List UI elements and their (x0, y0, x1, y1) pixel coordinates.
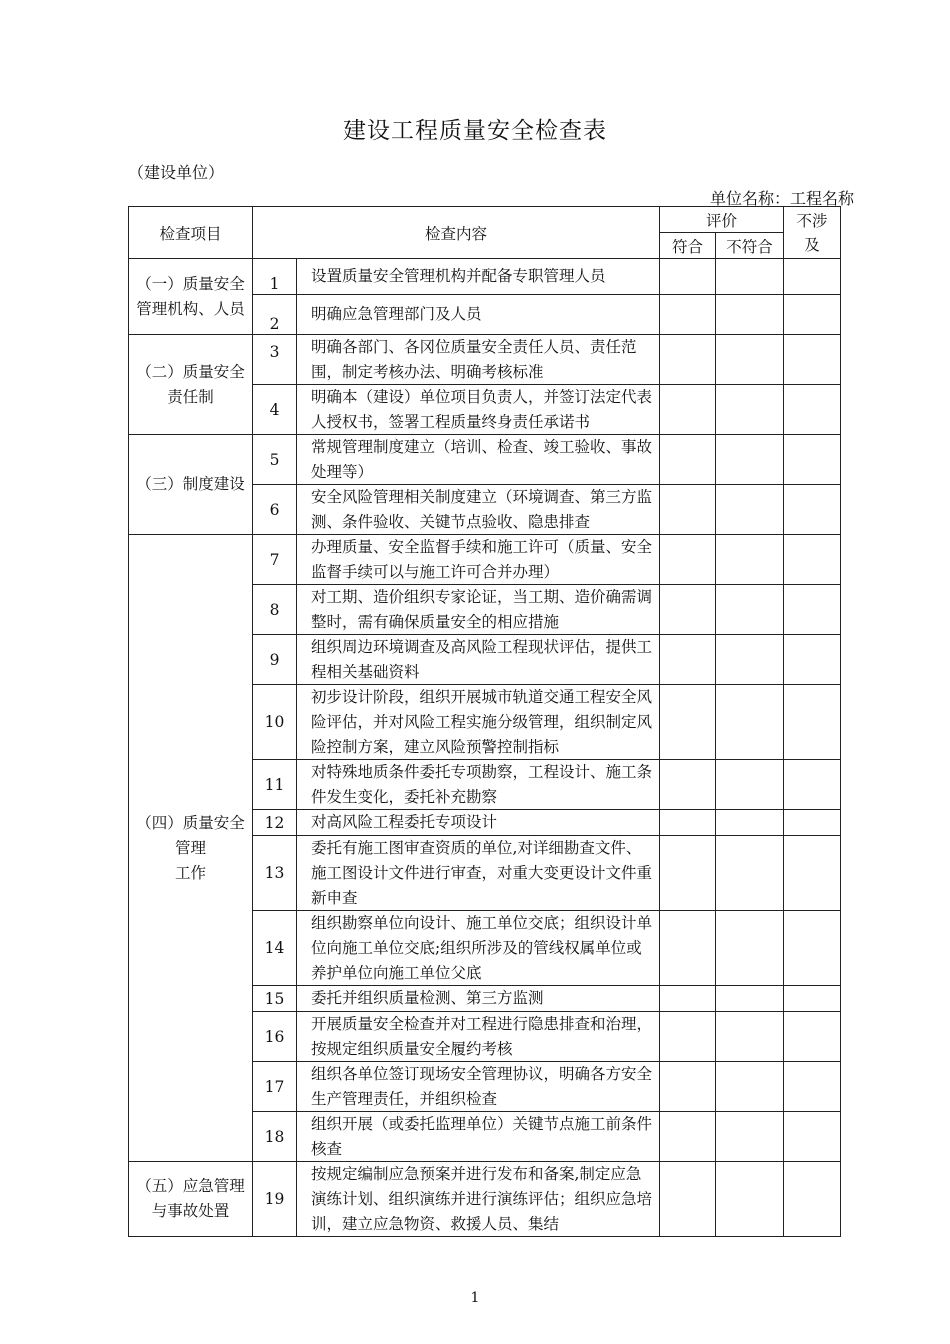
nonconform-cell[interactable] (716, 535, 784, 585)
not-applicable-cell[interactable] (784, 1062, 841, 1112)
item-number: 15 (253, 986, 297, 1012)
conform-cell[interactable] (660, 986, 716, 1012)
item-content (297, 1162, 660, 1237)
item-content (297, 435, 660, 485)
conform-cell[interactable] (660, 335, 716, 385)
item-content (297, 385, 660, 435)
item-content-text: 对工期、造价组织专家论证，当工期、造价确需调整时，需有确保质量安全的相应措施 (311, 588, 653, 631)
header-evaluation: 评价 (660, 207, 784, 233)
item-content (297, 685, 660, 760)
item-number: 9 (253, 635, 297, 685)
item-number: 10 (253, 685, 297, 760)
nonconform-cell[interactable] (716, 385, 784, 435)
not-applicable-cell[interactable] (784, 1112, 841, 1162)
not-applicable-cell[interactable] (784, 685, 841, 760)
category-cell: （二）质量安全责任制 (129, 335, 253, 435)
item-number: 14 (253, 911, 297, 986)
not-applicable-cell[interactable] (784, 385, 841, 435)
not-applicable-cell[interactable] (784, 911, 841, 986)
item-content-text: 按规定编制应急预案并进行发布和备案,制定应急演练计划、组织演练并进行演练评估；组织应急培训，建立应急物资、救援人员、集结 (311, 1165, 653, 1233)
header-nonconform: 不符合 (716, 233, 784, 259)
table-row (129, 535, 841, 585)
header-row (129, 207, 841, 233)
not-applicable-cell[interactable] (784, 1012, 841, 1062)
not-applicable-cell[interactable] (784, 535, 841, 585)
item-content (297, 295, 660, 335)
nonconform-cell[interactable] (716, 295, 784, 335)
conform-cell[interactable] (660, 1162, 716, 1237)
conform-cell[interactable] (660, 435, 716, 485)
nonconform-cell[interactable] (716, 1112, 784, 1162)
item-number: 16 (253, 1012, 297, 1062)
category-cell: （四）质量安全管理 工作 (129, 535, 253, 1162)
item-number: 13 (253, 836, 297, 911)
item-content (297, 1012, 660, 1062)
item-content (297, 986, 660, 1012)
conform-cell[interactable] (660, 1062, 716, 1112)
item-content (297, 535, 660, 585)
item-number: 12 (253, 810, 297, 836)
item-content (297, 335, 660, 385)
table-row (129, 1162, 841, 1237)
item-content-text: 委托并组织质量检测、第三方监测 (311, 989, 544, 1007)
item-content-text: 设置质量安全管理机构并配备专职管理人员 (311, 267, 606, 285)
header-not-applicable-line1: 不涉 (796, 211, 828, 230)
nonconform-cell[interactable] (716, 911, 784, 986)
item-content (297, 836, 660, 911)
category-cell: （一）质量安全管理机构、人员 (129, 259, 253, 335)
not-applicable-cell[interactable] (784, 295, 841, 335)
conform-cell[interactable] (660, 295, 716, 335)
item-content-text: 对特殊地质条件委托专项勘察，工程设计、施工条件发生变化，委托补充勘察 (311, 763, 653, 806)
not-applicable-cell[interactable] (784, 335, 841, 385)
nonconform-cell[interactable] (716, 435, 784, 485)
page-number: 1 (470, 1290, 480, 1306)
conform-cell[interactable] (660, 1012, 716, 1062)
item-number: 8 (253, 585, 297, 635)
header-not-applicable-line2: 及 (804, 235, 820, 254)
conform-cell[interactable] (660, 485, 716, 535)
not-applicable-cell[interactable] (784, 986, 841, 1012)
item-number: 1 (253, 259, 297, 295)
not-applicable-cell[interactable] (784, 810, 841, 836)
nonconform-cell[interactable] (716, 986, 784, 1012)
item-number: 4 (253, 385, 297, 435)
nonconform-cell[interactable] (716, 485, 784, 535)
nonconform-cell[interactable] (716, 1162, 784, 1237)
conform-cell[interactable] (660, 810, 716, 836)
item-number: 19 (253, 1162, 297, 1237)
not-applicable-cell[interactable] (784, 485, 841, 535)
item-content-text: 办理质量、安全监督手续和施工许可（质量、安全监督手续可以与施工许可合并办理） (311, 538, 653, 581)
item-content-text: 明确本（建设）单位项目负责人，并签订法定代表人授权书，签署工程质量终身责任承诺书 (311, 388, 653, 431)
item-number: 5 (253, 435, 297, 485)
item-number: 3 (253, 335, 297, 385)
nonconform-cell[interactable] (716, 836, 784, 911)
conform-cell[interactable] (660, 911, 716, 986)
unit-type-subtitle: （建设单位） (128, 163, 225, 182)
conform-cell[interactable] (660, 635, 716, 685)
conform-cell[interactable] (660, 685, 716, 760)
inspection-table (128, 206, 841, 1237)
table-row (129, 435, 841, 485)
item-number: 6 (253, 485, 297, 535)
nonconform-cell[interactable] (716, 760, 784, 810)
nonconform-cell[interactable] (716, 1062, 784, 1112)
item-content-text: 对高风险工程委托专项设计 (311, 813, 498, 831)
item-content-text: 委托有施工图审查资质的单位,对详细勘查文件、施工图设计文件进行审查，对重大变更设计文件重新申查 (311, 839, 653, 907)
item-content (297, 585, 660, 635)
conform-cell[interactable] (660, 836, 716, 911)
conform-cell[interactable] (660, 259, 716, 295)
conform-cell[interactable] (660, 385, 716, 435)
unit-name-line: 单位名称：工程名称 (709, 189, 854, 208)
not-applicable-cell[interactable] (784, 259, 841, 295)
nonconform-cell[interactable] (716, 259, 784, 295)
item-content (297, 635, 660, 685)
item-content-text: 明确应急管理部门及人员 (311, 305, 482, 323)
item-content (297, 810, 660, 836)
header-not-applicable (784, 207, 841, 259)
nonconform-cell[interactable] (716, 585, 784, 635)
item-content (297, 911, 660, 986)
item-content-text: 组织周边环境调查及高风险工程现状评估，提供工程相关基础资料 (311, 638, 653, 681)
nonconform-cell[interactable] (716, 685, 784, 760)
not-applicable-cell[interactable] (784, 1162, 841, 1237)
header-content: 检查内容 (253, 207, 660, 259)
item-number: 2 (253, 295, 297, 335)
nonconform-cell[interactable] (716, 810, 784, 836)
table-row (129, 335, 841, 385)
item-content-text: 明确各部门、各冈位质量安全责任人员、责任范围，制定考核办法、明确考核标准 (311, 338, 637, 381)
item-number: 11 (253, 760, 297, 810)
item-content (297, 485, 660, 535)
item-content-text: 常规管理制度建立（培训、检查、竣工验收、事故处理等） (311, 438, 653, 481)
not-applicable-cell[interactable] (784, 585, 841, 635)
item-content-text: 开展质量安全检查并对工程进行隐患排查和治理，按规定组织质量安全履约考核 (311, 1015, 653, 1058)
conform-cell[interactable] (660, 535, 716, 585)
header-item: 检查项目 (129, 207, 253, 259)
header-conform: 符合 (660, 233, 716, 259)
conform-cell[interactable] (660, 1112, 716, 1162)
item-number: 7 (253, 535, 297, 585)
not-applicable-cell[interactable] (784, 760, 841, 810)
item-content-text: 组织开展（或委托监理单位）关键节点施工前条件核查 (311, 1115, 653, 1158)
nonconform-cell[interactable] (716, 1012, 784, 1062)
table-row (129, 259, 841, 295)
item-content (297, 1062, 660, 1112)
item-content-text: 初步设计阶段，组织开展城市轨道交通工程安全风险评估，并对风险工程实施分级管理，组织制定风险控制方案，建立风险预警控制指标 (311, 688, 653, 756)
item-content-text: 组织勘察单位向设计、施工单位交底；组织设计单位向施工单位交底;组织所涉及的管线权属单位或养护单位向施工单位父底 (311, 914, 653, 982)
item-number: 18 (253, 1112, 297, 1162)
not-applicable-cell[interactable] (784, 836, 841, 911)
page-title: 建设工程质量安全检查表 (343, 118, 607, 144)
item-number: 17 (253, 1062, 297, 1112)
item-content (297, 760, 660, 810)
item-content-text: 安全风险管理相关制度建立（环境调查、第三方监测、条件验收、关键节点验收、隐患排查 (311, 488, 653, 531)
category-cell: （三）制度建设 (129, 435, 253, 535)
nonconform-cell[interactable] (716, 635, 784, 685)
not-applicable-cell[interactable] (784, 435, 841, 485)
category-cell: （五）应急管理与事故处置 (129, 1162, 253, 1237)
item-content (297, 259, 660, 295)
not-applicable-cell[interactable] (784, 635, 841, 685)
nonconform-cell[interactable] (716, 335, 784, 385)
conform-cell[interactable] (660, 760, 716, 810)
item-content-text: 组织各单位签订现场安全管理协议，明确各方安全生产管理责任，并组织检查 (311, 1065, 653, 1108)
conform-cell[interactable] (660, 585, 716, 635)
item-content (297, 1112, 660, 1162)
